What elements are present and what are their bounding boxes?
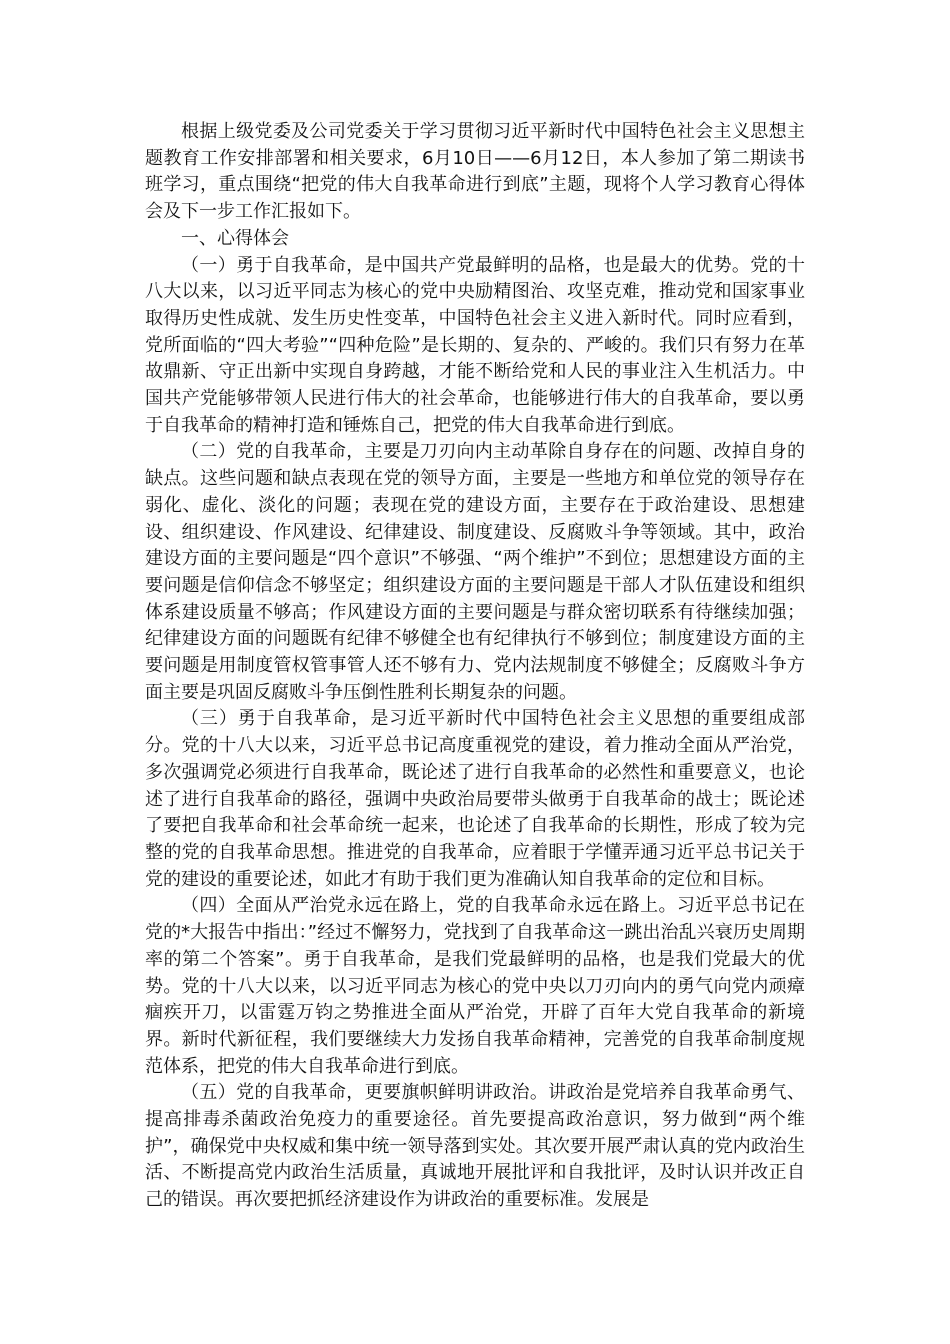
paragraph-3: （三）勇于自我革命，是习近平新时代中国特色社会主义思想的重要组成部分。党的十八大以来，习近平总书记高度重视党的建设，着力推动全面从严治党，多次强调党必须进行自我革命，既论述了进行自我革命的必然性和重要意义，也论述了进行自我革命的路径，强调中央政治局要带头做勇于自我革命的战士；既论述了要把自我革命和社会革命统一起来，也论述了自我革命的长期性，形成了较为完整的党的自我革命思想。推进党的自我革命，应着眼于学懂弄通习近平总书记关于党的建设的重要论述，如此才有助于我们更为准确认知自我革命的定位和目标。: [145, 708, 805, 890]
paragraph-2: （二）党的自我革命，主要是刀刃向内主动革除自身存在的问题、改掉自身的缺点。这些问题和缺点表现在党的领导方面，主要是一些地方和单位党的领导存在弱化、虚化、淡化的问题；表现在党的建设方面，主要存在于政治建设、思想建设、组织建设、作风建设、纪律建设、制度建设、反腐败斗争等领域。其中，政治建设方面的主要问题是“四个意识”不够强、“两个维护”不到位；思想建设方面的主要问题是信仰信念不够坚定；组织建设方面的主要问题是干部人才队伍建设和组织体系建设质量不够高；作风建设方面的主要问题是与群众密切联系有待继续加强；纪律建设方面的问题既有纪律不够健全也有纪律执行不够到位；制度建设方面的主要问题是用制度管权管事管人还不够有力、党内法规制度不够健全；反腐败斗争方面主要是巩固反腐败斗争压倒性胜利长期复杂的问题。: [145, 441, 805, 703]
paragraph-4: （四）全面从严治党永远在路上，党的自我革命永远在路上。习近平总书记在党的*大报告中指出：”经过不懈努力，党找到了自我革命这一跳出治乱兴衰历史周期率的第二个答案”。勇于自我革命，是我们党最鲜明的品格，也是我们党最大的优势。党的十八大以来，以习近平同志为核心的党中央以刀刃向内的勇气向党内顽瘴痼疾开刀，以雷霆万钧之势推进全面从严治党，开辟了百年大党自我革命的新境界。新时代新征程，我们要继续大力发扬自我革命精神，完善党的自我革命制度规范体系，把党的伟大自我革命进行到底。: [145, 895, 805, 1077]
paragraph-5: （五）党的自我革命，更要旗帜鲜明讲政治。讲政治是党培养自我革命勇气、提高排毒杀菌政治免疫力的重要途径。首先要提高政治意识，努力做到“两个维护”，确保党中央权威和集中统一领导落到实处。其次要开展严肃认真的党内政治生活、不断提高党内政治生活质量，真诚地开展批评和自我批评，及时认识并改正自己的错误。再次要把抓经济建设作为讲政治的重要标准。发展是: [145, 1082, 805, 1211]
intro-paragraph: 根据上级党委及公司党委关于学习贯彻习近平新时代中国特色社会主义思想主题教育工作安排部署和相关要求，6月10日——6月12日，本人参加了第二期读书班学习，重点围绕“把党的伟大自我革命进行到底”主题，现将个人学习教育心得体会及下一步工作汇报如下。: [145, 121, 805, 223]
document-body: [145, 119, 805, 1214]
section-heading: 一、心得体会: [181, 227, 289, 249]
paragraph-1: （一）勇于自我革命，是中国共产党最鲜明的品格，也是最大的优势。党的十八大以来，以习近平同志为核心的党中央励精图治、攻坚克难，推动党和国家事业取得历史性成就、发生历史性变革，中国特色社会主义进入新时代。同时应看到，党所面临的“四大考验”“四种危险”是长期的、复杂的、严峻的。我们只有努力在革故鼎新、守正出新中实现自身跨越，才能不断给党和人民的事业注入生机活力。中国共产党能够带领人民进行伟大的社会革命，也能够进行伟大的自我革命，要以勇于自我革命的精神打造和锤炼自己，把党的伟大自我革命进行到底。: [145, 254, 805, 436]
